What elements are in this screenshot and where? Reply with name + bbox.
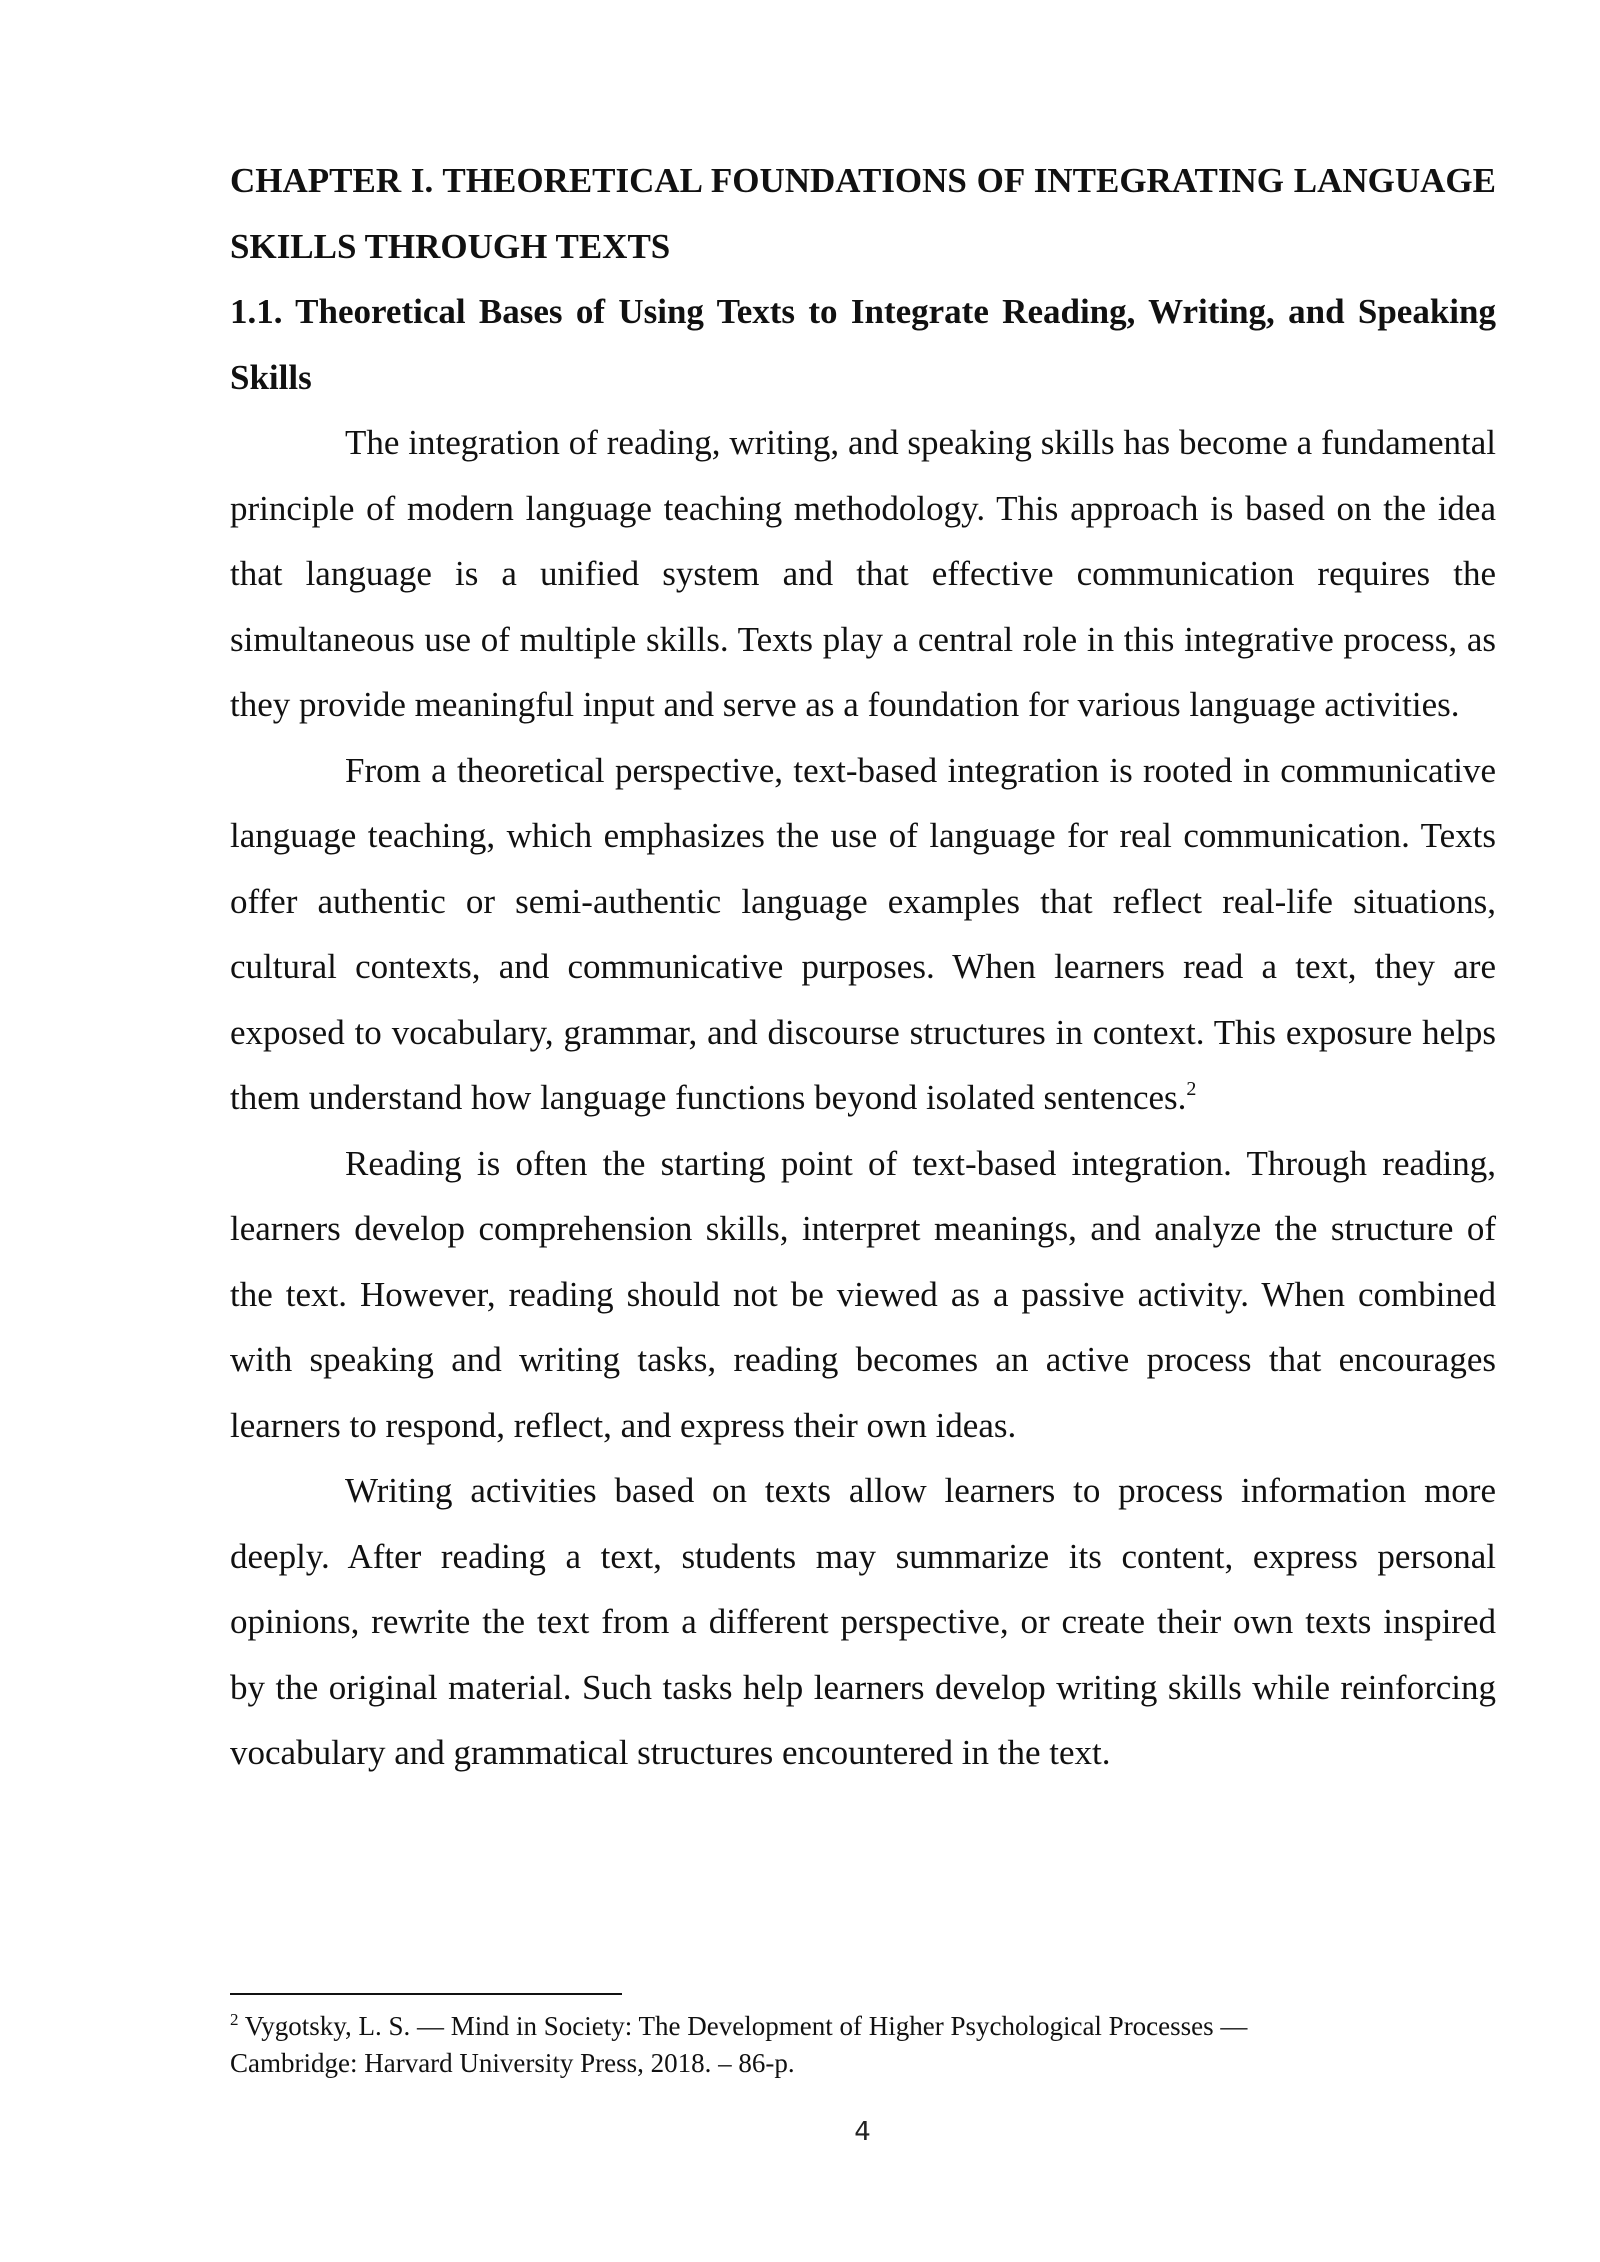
footnote-marker: 2: [230, 2010, 239, 2029]
footnote-separator: [230, 1993, 622, 1995]
body-paragraph-2: [230, 738, 1496, 1131]
body-paragraph-3: Reading is often the starting point of text-based integration. Through reading, learners develop comprehension skills, interpret meanings, and analyze the structure of the text. However, reading should not be viewed as a passive activity. When combined with speaking and writing tasks, reading becomes an active process that encourages learners to respond, reflect, and express their own ideas.: [230, 1143, 1496, 1445]
body-paragraph-4: Writing activities based on texts allow learners to process information more deeply. After reading a text, students may summarize its content, express personal opinions, rewrite the text from a different perspective, or create their own texts inspired by the original material. Such tasks help learners develop writing skills while reinforcing vocabulary and grammatical structures encountered in the text.: [230, 1471, 1496, 1772]
footnote-line-2: Cambridge: Harvard University Press, 2018. – 86-p.: [230, 2048, 795, 2078]
body-paragraph-1: The integration of reading, writing, and speaking skills has become a fundamental principle of modern language teaching methodology. This approach is based on the idea that language is a unified system and that effective communication requires the simultaneous use of multiple skills. Texts play a central role in this integrative process, as they provide meaningful input and serve as a foundation for various language activities.: [230, 423, 1496, 724]
document-page: [230, 148, 1496, 1786]
footnote-reference: 2: [1186, 1078, 1197, 1100]
section-title: 1.1. Theoretical Bases of Using Texts to Integrate Reading, Writing, and Speaking Skills: [230, 292, 1496, 397]
chapter-title: CHAPTER I. THEORETICAL FOUNDATIONS OF INTEGRATING LANGUAGE SKILLS THROUGH TEXTS: [230, 161, 1496, 266]
body-paragraph-2-text: From a theoretical perspective, text-based integration is rooted in communicative language teaching, which emphasizes the use of language for real communication. Texts offer authentic or semi-authentic language examples that reflect real-life situations, cultural contexts, and communicative purposes. When learners read a text, they are exposed to vocabulary, grammar, and discourse structures in context. This exposure helps them understand how language functions beyond isolated sentences.: [230, 750, 1496, 1117]
footnote: [230, 2008, 1496, 2082]
page-number: 4: [854, 2117, 871, 2147]
footnote-line-1: Vygotsky, L. S. — Mind in Society: The Development of Higher Psychological Processes —: [244, 2011, 1248, 2041]
